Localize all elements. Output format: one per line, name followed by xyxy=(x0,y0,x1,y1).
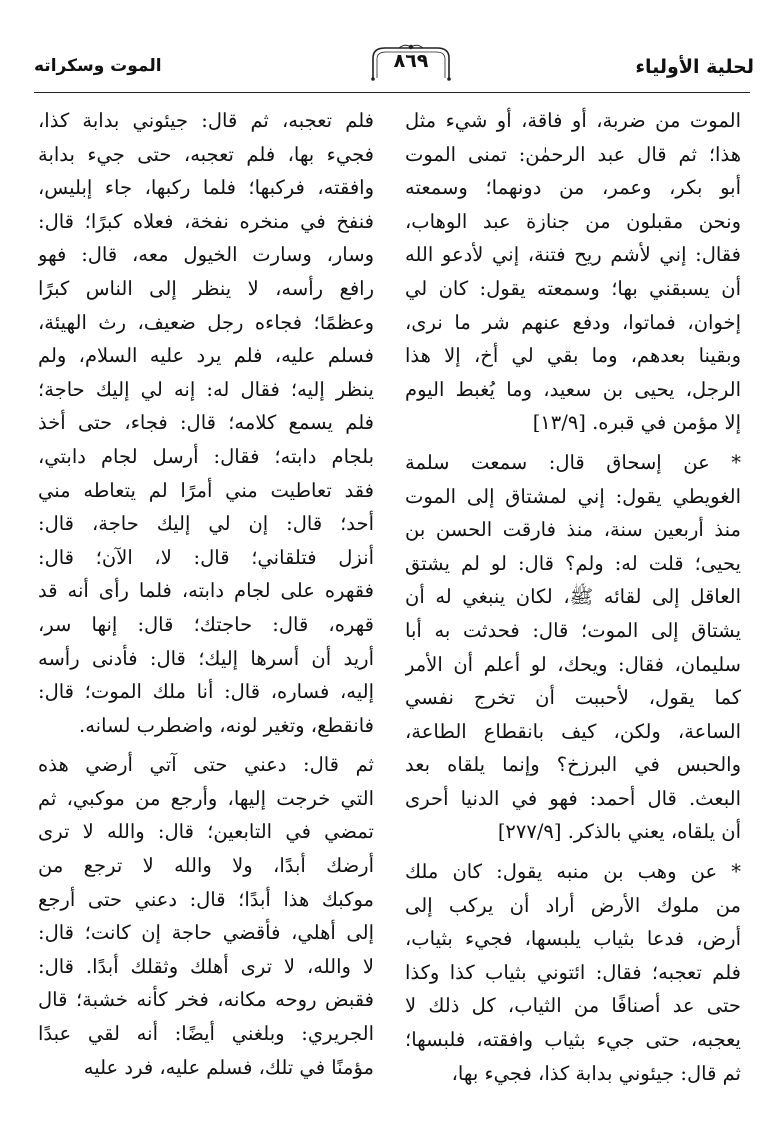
text-line: إلى أهلي، فأقضي حاجة إن كانت؛ قال: xyxy=(38,921,374,945)
right-text-column xyxy=(405,104,741,1090)
right-column-paragraph xyxy=(405,104,741,440)
text-line: حتى عد أصنافًا من الثياب، كل ذلك لا xyxy=(405,994,741,1018)
text-line: إلا مؤمن في قبره. [١٣/٩] xyxy=(532,411,741,435)
text-line: الغويطي يقول: إني لمشتاق إلى الموت xyxy=(405,484,741,508)
text-line: البعث. قال أحمد: فهو في الدنيا أحرى xyxy=(405,786,741,810)
text-line: * عن وهب بن منبه يقول: كان ملك xyxy=(405,860,741,884)
text-line: يشتاق إلى الموت؛ قال: فحدثت به أبا xyxy=(405,618,741,642)
text-line: رافع رأسه، لا ينظر إلى الناس كبرًا xyxy=(38,276,374,300)
text-line: وعظمًا؛ فجاءه رجل ضعيف، رث الهيئة، xyxy=(38,310,374,334)
text-line: أحد؛ قال: إن لي إليك حاجة، قال: xyxy=(38,512,374,536)
text-line: سليمان، فقال: ويحك، لو أعلم أن الأمر xyxy=(405,652,741,676)
left-column-paragraph xyxy=(38,104,374,742)
text-line: فسلم عليه، فلم يرد عليه السلام، ولم xyxy=(38,344,374,368)
text-line: فنفخ في منخره نفخة، فعلاه كبرًا؛ قال: xyxy=(38,209,374,233)
text-line: إليه، فساره، قال: أنا ملك الموت؛ قال: xyxy=(38,680,374,704)
text-line: منذ أربعين سنة، منذ فارقت الحسن بن xyxy=(405,518,741,542)
page-header xyxy=(34,40,754,92)
text-line: التي خرجت إليها، وأرجع من موكبي، ثم xyxy=(38,786,374,810)
text-line: فلم تعجبه؛ فقال: ائتوني بثياب كذا وكذا xyxy=(405,960,741,984)
text-line: الساعة، ولكن، كيف بانقطاع الطاعة، xyxy=(405,719,741,743)
chapter-title: الموت وسكراته xyxy=(34,56,162,76)
text-line: فقد تعاطيت مني أمرًا لم يتعاطه مني xyxy=(38,478,374,502)
text-line: الرجل، يحيى بن سعيد، وما يُغبط اليوم xyxy=(405,377,741,401)
text-line: أرضك أبدًا، ولا والله لا ترجع من xyxy=(38,854,374,878)
text-line: أن يسبقني بها؛ وسمعته يقول: كان لي xyxy=(405,276,741,300)
text-line: مؤمنًا في تلك، فسلم عليه، فرد عليه xyxy=(83,1055,374,1079)
book-title: لحلية الأولياء xyxy=(635,56,754,78)
text-line: أبو بكر، وعمر، من دونهما؛ وسمعته xyxy=(405,176,741,200)
text-line: أرض، فدعا بثياب يلبسها، فجيء بثياب، xyxy=(405,927,741,951)
text-line: فانقطع، وتغير لونه، واضطرب لسانه. xyxy=(79,713,374,737)
text-line: يعجبه، حتى جيء بثياب وافقته، فلبسها؛ xyxy=(405,1028,741,1052)
text-line: تمضي في التابعين؛ قال: والله لا ترى xyxy=(38,820,374,844)
text-line: فجيء بها، فلم تعجبه، حتى جيء بدابة xyxy=(38,142,374,166)
text-line: أن يلقاه، يعني بالذكر. [٢٧٧/٩] xyxy=(497,820,741,844)
text-line: يحيى؛ قلت له: ولم؟ قال: لو لم يشتق xyxy=(405,551,741,575)
text-line: والحبس في البرزخ؟ وإنما يلقاه بعد xyxy=(405,753,741,777)
left-text-column xyxy=(38,104,374,1084)
page-number-ornament xyxy=(369,44,453,84)
text-line: الجريري: وبلغني أيضًا: أنه لقي عبدًا xyxy=(38,1022,374,1046)
text-line: وبقينا بعدهم، وما بقي لي أخ، إلا هذا xyxy=(405,344,741,368)
text-line: * عن إسحاق قال: سمعت سلمة xyxy=(405,450,741,474)
text-line: أريد أن أسرها إليك؛ قال: فأدنى رأسه xyxy=(38,646,374,670)
text-line: ثم قال: جيئوني بدابة كذا، فجيء بها، xyxy=(451,1061,741,1085)
text-line: قهره، قال: حاجتك؛ قال: إنها سر، xyxy=(38,612,374,636)
left-column-paragraph xyxy=(38,748,374,1084)
text-line: فقال: إني لأشم ريح فتنة، إني لأدعو الله xyxy=(405,243,741,267)
text-line: ينظر إليه؛ فقال له: إنه لي إليك حاجة؛ xyxy=(38,377,374,401)
text-line: وسار، وسارت الخيول معه، قال: فهو xyxy=(38,243,374,267)
text-line: أنزل فتلقاني؛ قال: لا، الآن؛ قال: xyxy=(38,545,374,569)
text-line: إخوان، فماتوا، ودفع عنهم شر ما نرى، xyxy=(405,310,741,334)
header-divider xyxy=(34,92,750,93)
text-line: لا والله، لا ترى أهلك وثقلك أبدًا. قال: xyxy=(38,954,374,978)
text-line: ثم قال: دعني حتى آتي أرضي هذه xyxy=(38,753,374,777)
text-line: موكبك هذا أبدًا؛ قال: دعني حتى أرجع xyxy=(38,887,374,911)
text-line: كما يقول، لأحببت أن تخرج نفسي xyxy=(405,686,741,710)
text-line: ونحن مقبلون من جنازة عبد الوهاب، xyxy=(405,209,741,233)
text-line: فلم تعجبه، ثم قال: جيئوني بدابة كذا، xyxy=(38,109,374,132)
text-line: فلم يسمع كلامه؛ قال: فجاء، حتى أخذ xyxy=(38,411,374,435)
right-column-paragraph xyxy=(405,446,741,849)
text-line: العاقل إلى لقائه ﷺ، لكان ينبغي له أن xyxy=(405,585,741,609)
text-line: فقبض روحه مكانه، فخر كأنه خشبة؛ قال xyxy=(38,988,374,1012)
text-line: الموت من ضربة، أو فاقة، أو شيء مثل xyxy=(405,109,741,132)
right-column-paragraph xyxy=(405,855,741,1090)
text-line: هذا؛ ثم قال عبد الرحمٰن: تمنى الموت xyxy=(405,142,741,166)
page-number: ٨٦٩ xyxy=(393,50,429,72)
text-line: من ملوك الأرض أراد أن يركب إلى xyxy=(405,893,741,917)
text-line: بلجام دابته؛ فقال: أرسل لجام دابتي، xyxy=(38,444,374,468)
text-line: وافقته، فركبها؛ فلما ركبها، جاء إبليس، xyxy=(38,176,374,200)
text-line: فقهره على لجام دابته، فلما رأى أنه قد xyxy=(38,579,374,603)
